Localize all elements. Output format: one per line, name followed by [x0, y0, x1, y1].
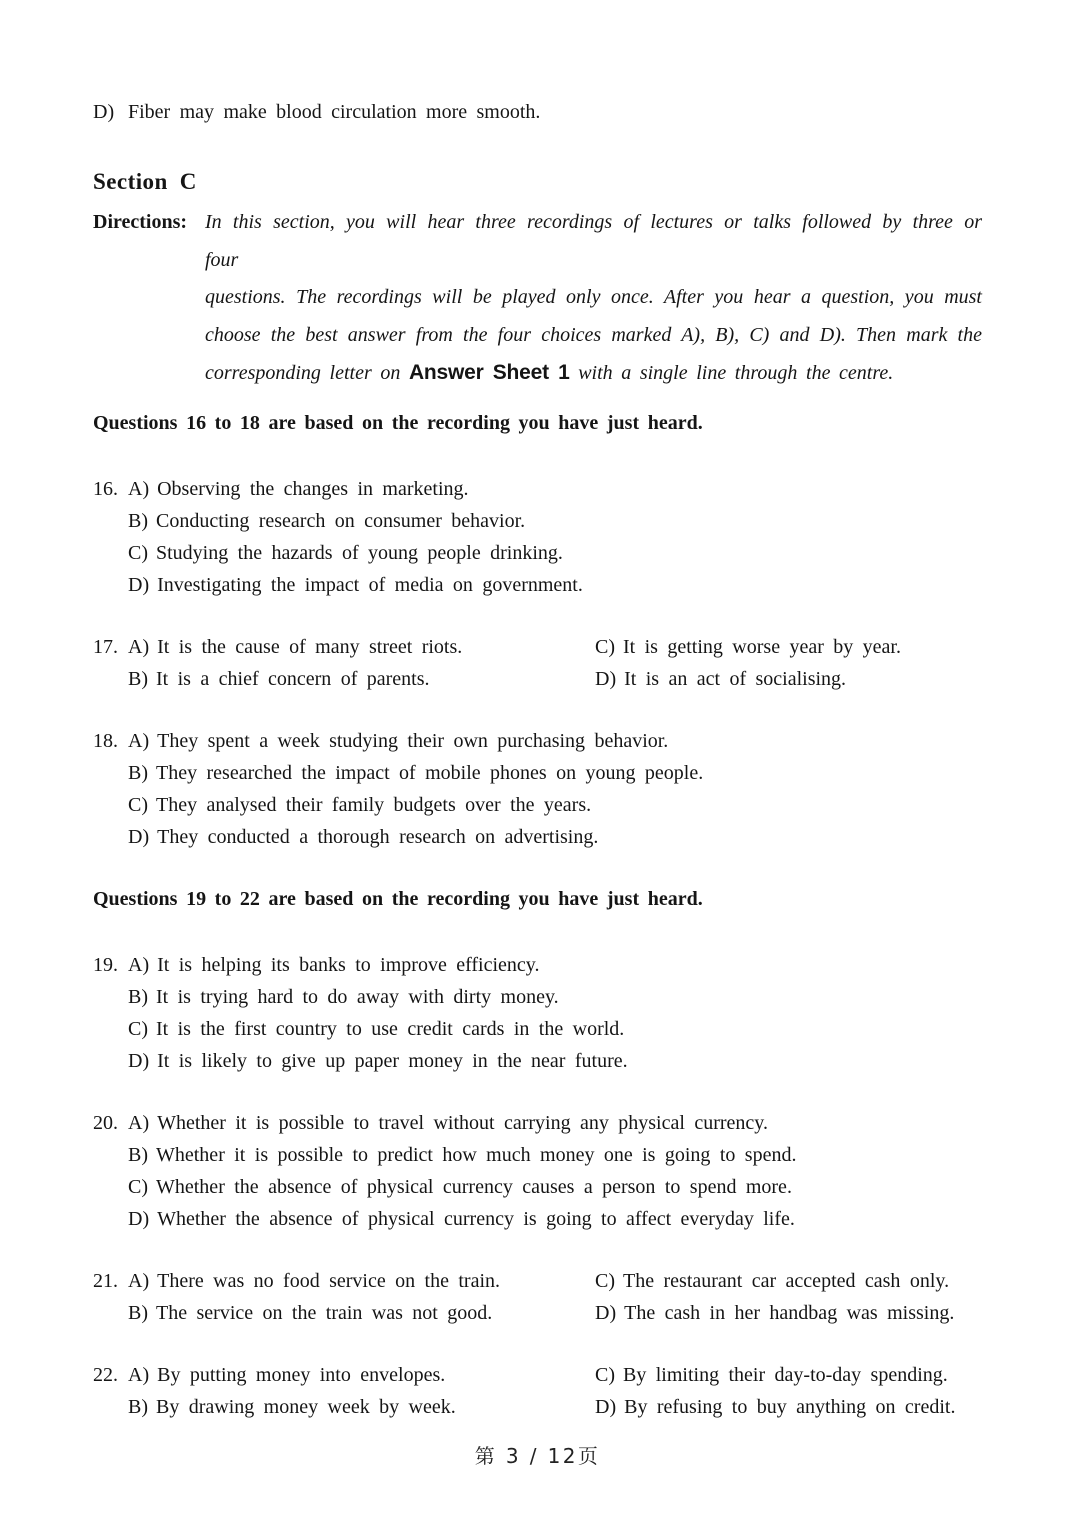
option-text: It is getting worse year by year.	[623, 635, 901, 658]
page-number-indicator: 第 3 / 12页	[474, 1444, 601, 1468]
question-row	[93, 537, 982, 569]
group-heading: Questions 19 to 22 are based on the recording you have just heard.	[93, 887, 703, 910]
question-row	[93, 1359, 982, 1391]
option-label: A)	[128, 477, 150, 500]
option-text: It is the first country to use credit cards in the world.	[156, 1017, 625, 1040]
question-row	[93, 663, 982, 695]
question-option	[595, 663, 982, 695]
option-text: Whether the absence of physical currency is going to affect everyday life.	[157, 1207, 795, 1230]
option-text: The restaurant car accepted cash only.	[623, 1269, 950, 1292]
question-row	[93, 1203, 982, 1235]
question-row	[93, 631, 982, 663]
question	[93, 631, 982, 695]
question	[93, 1107, 982, 1235]
question-option	[93, 789, 982, 821]
option-label: B)	[128, 761, 148, 784]
option-text: They spent a week studying their own purchasing behavior.	[157, 729, 669, 752]
question-option	[595, 1359, 982, 1391]
option-text: The cash in her handbag was missing.	[624, 1301, 955, 1324]
question-option	[93, 1265, 595, 1297]
question-option	[93, 569, 982, 601]
question-option	[93, 473, 982, 505]
question	[93, 473, 982, 601]
option-text: The service on the train was not good.	[156, 1301, 493, 1324]
question-row	[93, 1297, 982, 1329]
question-option	[93, 1045, 982, 1077]
option-text: Studying the hazards of young people drinking.	[156, 541, 563, 564]
question-row	[93, 1391, 982, 1423]
option-text: There was no food service on the train.	[157, 1269, 501, 1292]
question-number: 20.	[93, 1111, 118, 1134]
question-row	[93, 505, 982, 537]
question-number: 18.	[93, 729, 118, 752]
option-label: C)	[128, 1017, 148, 1040]
option-label: D)	[128, 1049, 150, 1072]
option-text: It is an act of socialising.	[624, 667, 847, 690]
option-label: D)	[595, 1301, 617, 1324]
question-number: 16.	[93, 477, 118, 500]
option-label: C)	[128, 793, 148, 816]
question-group	[93, 409, 982, 853]
directions-label: Directions:	[93, 211, 188, 233]
option-label: B)	[128, 509, 148, 532]
question-option	[93, 631, 595, 663]
option-label: B)	[128, 1143, 148, 1166]
directions-line: questions. The recordings will be played only once. After you hear a question, you must	[205, 286, 982, 308]
question-row	[93, 725, 982, 757]
option-label: B)	[128, 667, 148, 690]
option-label: A)	[128, 729, 150, 752]
option-label: A)	[128, 953, 150, 976]
option-text: It is a chief concern of parents.	[156, 667, 430, 690]
question-option	[93, 537, 982, 569]
option-text: It is likely to give up paper money in the near future.	[157, 1049, 628, 1072]
option-text: It is trying hard to do away with dirty money.	[156, 985, 559, 1008]
question-row	[93, 1171, 982, 1203]
option-text: By drawing money week by week.	[156, 1395, 456, 1418]
question-groups	[93, 409, 982, 1423]
question	[93, 1359, 982, 1423]
question	[93, 949, 982, 1077]
question-option	[93, 1171, 982, 1203]
question-row	[93, 757, 982, 789]
option-label: B)	[128, 985, 148, 1008]
option-text: By refusing to buy anything on credit.	[624, 1395, 956, 1418]
question-option	[93, 1107, 982, 1139]
question-option	[93, 981, 982, 1013]
question-row	[93, 1045, 982, 1077]
option-text: Whether it is possible to predict how much money one is going to spend.	[156, 1143, 797, 1166]
option-text: They conducted a thorough research on advertising.	[157, 825, 599, 848]
question-row	[93, 1139, 982, 1171]
directions-line: choose the best answer from the four choices marked A), B), C) and D). Then mark the	[205, 323, 982, 346]
question-number: 19.	[93, 953, 118, 976]
option-label: D)	[128, 825, 150, 848]
section-heading: Section C	[93, 169, 197, 194]
option-label: C)	[128, 541, 148, 564]
option-label: A)	[128, 635, 150, 658]
question-option	[93, 1139, 982, 1171]
option-label: D)	[595, 1395, 617, 1418]
question-option	[595, 1391, 982, 1423]
option-text: Investigating the impact of media on government.	[157, 573, 583, 596]
option-label: A)	[128, 1363, 150, 1386]
question-row	[93, 1013, 982, 1045]
question-option	[595, 1265, 982, 1297]
option-label: A)	[128, 1269, 150, 1292]
option-text: It is the cause of many street riots.	[157, 635, 463, 658]
question-row	[93, 821, 982, 853]
option-label: C)	[595, 1269, 615, 1292]
question-option	[595, 631, 982, 663]
group-heading: Questions 16 to 18 are based on the recording you have just heard.	[93, 411, 703, 434]
carryover-option	[93, 98, 982, 126]
directions-lines	[205, 204, 982, 354]
option-text: It is helping its banks to improve efficiency.	[157, 953, 540, 976]
question-option	[93, 663, 595, 695]
question	[93, 725, 982, 853]
question-option	[93, 1359, 595, 1391]
carryover-option-label: D)	[93, 101, 115, 123]
question-option	[93, 1203, 982, 1235]
question-number: 21.	[93, 1269, 118, 1292]
directions-line: In this section, you will hear three recordings of lectures or talks followed by three or four	[205, 211, 982, 271]
option-label: A)	[128, 1111, 150, 1134]
answer-sheet-emphasis: Answer Sheet 1	[408, 361, 570, 384]
directions-last-line	[205, 354, 982, 393]
directions-last-after: with a single line through the centre.	[569, 362, 894, 384]
option-label: C)	[595, 1363, 615, 1386]
question-option	[93, 1013, 982, 1045]
question-row	[93, 949, 982, 981]
question-option	[93, 949, 982, 981]
question-row	[93, 1107, 982, 1139]
question-option	[93, 1297, 595, 1329]
directions-last-before: corresponding letter on	[205, 362, 409, 384]
option-text: Whether it is possible to travel without carrying any physical currency.	[157, 1111, 768, 1134]
option-label: C)	[595, 635, 615, 658]
directions-block	[93, 204, 982, 393]
question-option	[93, 505, 982, 537]
question-number: 22.	[93, 1363, 118, 1386]
question-row	[93, 789, 982, 821]
question	[93, 1265, 982, 1329]
question-option	[93, 821, 982, 853]
option-text: Observing the changes in marketing.	[157, 477, 469, 500]
option-label: D)	[128, 1207, 150, 1230]
question-option	[93, 757, 982, 789]
option-text: They researched the impact of mobile phones on young people.	[156, 761, 704, 784]
option-label: B)	[128, 1395, 148, 1418]
question-row	[93, 473, 982, 505]
option-text: By putting money into envelopes.	[157, 1363, 446, 1386]
option-label: D)	[595, 667, 617, 690]
carryover-option-text: Fiber may make blood circulation more smooth.	[128, 101, 541, 123]
option-label: B)	[128, 1301, 148, 1324]
option-text: Whether the absence of physical currency causes a person to spend more.	[156, 1175, 792, 1198]
question-row	[93, 1265, 982, 1297]
question-option	[93, 1391, 595, 1423]
option-text: By limiting their day-to-day spending.	[623, 1363, 948, 1386]
option-text: They analysed their family budgets over the years.	[156, 793, 592, 816]
option-label: C)	[128, 1175, 148, 1198]
option-text: Conducting research on consumer behavior.	[156, 509, 526, 532]
question-number: 17.	[93, 635, 118, 658]
option-label: D)	[128, 573, 150, 596]
question-row	[93, 981, 982, 1013]
question-row	[93, 569, 982, 601]
question-group	[93, 885, 982, 1423]
question-option	[93, 725, 982, 757]
question-option	[595, 1297, 982, 1329]
